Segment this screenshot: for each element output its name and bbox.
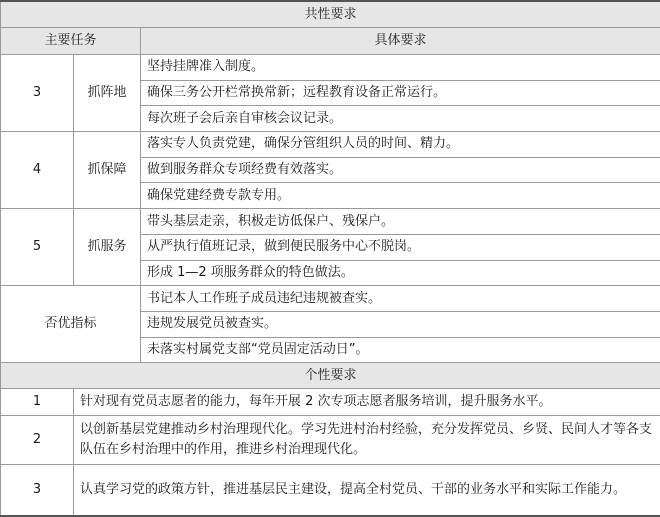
veto-item: 违规发展党员被查实。: [141, 311, 660, 337]
task-name: 抓保障: [74, 132, 141, 209]
personal-requirement-text: 针对现有党员志愿者的能力，每年开展 2 次专项志愿者服务培训，提升服务水平。: [74, 388, 660, 415]
personal-requirements-header: 个性要求: [1, 363, 660, 389]
veto-item: 书记本人工作班子成员违纪违规被查实。: [141, 286, 660, 312]
requirement-item: 做到服务群众专项经费有效落实。: [141, 157, 660, 183]
veto-item: 未落实村属党支部“党员固定活动日”。: [141, 337, 660, 363]
requirement-item: 从严执行值班记录，做到便民服务中心不脱岗。: [141, 234, 660, 260]
main-task-column-header: 主要任务: [1, 28, 141, 55]
requirement-item: 带头基层走亲，积极走访低保户、残保户。: [141, 209, 660, 235]
requirement-item: 坚持挂牌准入制度。: [141, 55, 660, 81]
requirement-item: 确保党建经费专款专用。: [141, 183, 660, 209]
requirement-item: 形成 1—2 项服务群众的特色做法。: [141, 260, 660, 286]
personal-number: 2: [1, 415, 74, 464]
requirement-item: 确保三务公开栏常换常新；远程教育设备正常运行。: [141, 80, 660, 106]
veto-indicator-label: 否优指标: [1, 286, 141, 363]
specific-requirement-column-header: 具体要求: [141, 28, 660, 55]
personal-number: 3: [1, 464, 74, 516]
requirement-item: 落实专人负责党建，确保分管组织人员的时间、精力。: [141, 132, 660, 158]
common-requirements-header: 共性要求: [1, 1, 660, 28]
task-number: 5: [1, 209, 74, 286]
task-number: 3: [1, 55, 74, 132]
requirement-item: 每次班子会后亲自审核会议记录。: [141, 106, 660, 132]
personal-number: 1: [1, 388, 74, 415]
task-number: 4: [1, 132, 74, 209]
task-name: 抓服务: [74, 209, 141, 286]
task-name: 抓阵地: [74, 55, 141, 132]
personal-requirement-text: 以创新基层党建推动乡村治理现代化。学习先进村治村经验，充分发挥党员、乡贤、民间人才等各支队伍在乡村治理中的作用，推进乡村治理现代化。: [74, 415, 660, 464]
personal-requirement-text: 认真学习党的政策方针，推进基层民主建设，提高全村党员、干部的业务水平和实际工作能力。: [74, 464, 660, 516]
